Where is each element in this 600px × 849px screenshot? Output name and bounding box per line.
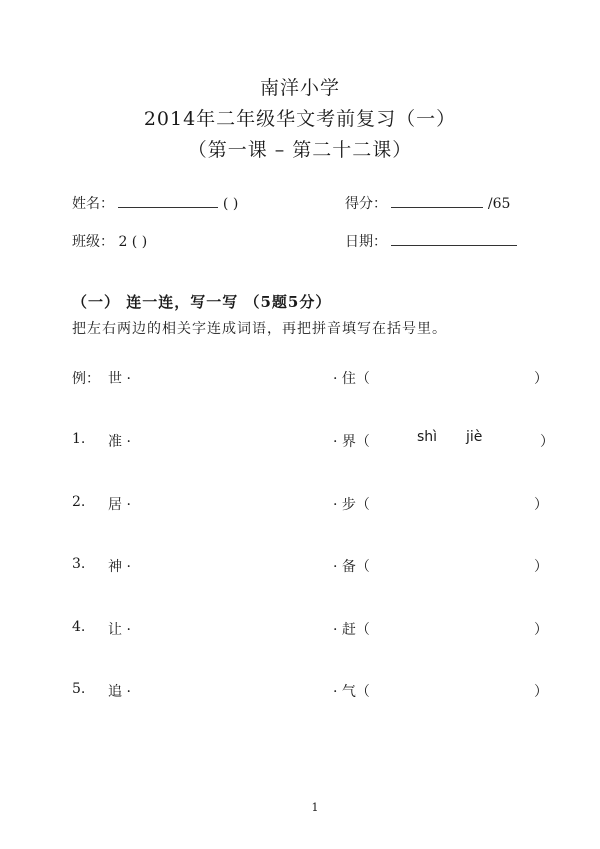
class-label: 班级： bbox=[72, 234, 114, 250]
item-right-char-2: · 步（ bbox=[333, 497, 370, 513]
section-instruction: 把左右两边的相关字连成词语，再把拼音填写在括号里。 bbox=[72, 321, 447, 337]
lesson-range: （第一课 – 第二十二课） bbox=[187, 139, 413, 161]
class-row bbox=[72, 231, 147, 251]
item-number-4: 4. bbox=[72, 619, 86, 635]
item-number-1: 1. bbox=[72, 431, 86, 447]
class-value: 2 ( ) bbox=[118, 234, 148, 250]
date-row bbox=[345, 231, 517, 251]
item-pinyin-1a[interactable]: shì bbox=[417, 429, 438, 445]
item-close-paren-5: ） bbox=[534, 684, 548, 700]
section-title: （一） 连一连，写一写 （5题5分） bbox=[72, 293, 332, 311]
item-right-char-1: · 界（ bbox=[333, 434, 370, 450]
score-total: /65 bbox=[487, 196, 511, 212]
item-pinyin-1b[interactable]: jiè bbox=[466, 429, 483, 445]
example-close-paren: ） bbox=[534, 371, 548, 387]
item-left-char-1: 准 · bbox=[108, 434, 131, 450]
item-left-char-4: 让 · bbox=[108, 622, 131, 638]
item-left-char-2: 居 · bbox=[108, 497, 131, 513]
item-number-5: 5. bbox=[72, 681, 86, 697]
name-paren: ( ) bbox=[222, 196, 239, 212]
name-row bbox=[72, 193, 238, 213]
item-right-char-3: · 备（ bbox=[333, 559, 370, 575]
name-blank[interactable] bbox=[118, 193, 218, 208]
item-number-3: 3. bbox=[72, 556, 86, 572]
score-row bbox=[345, 193, 510, 213]
exam-title: 2014年二年级华文考前复习（一） bbox=[143, 108, 457, 130]
item-number-2: 2. bbox=[72, 494, 86, 510]
item-close-paren-3: ） bbox=[534, 559, 548, 575]
item-close-paren-1: ） bbox=[540, 434, 554, 450]
item-close-paren-2: ） bbox=[534, 497, 548, 513]
item-left-char-5: 追 · bbox=[108, 684, 131, 700]
page-number: 1 bbox=[311, 801, 319, 814]
item-right-char-5: · 气（ bbox=[333, 684, 370, 700]
item-right-char-4: · 赶（ bbox=[333, 622, 370, 638]
score-blank[interactable] bbox=[391, 193, 483, 208]
item-close-paren-4: ） bbox=[534, 622, 548, 638]
example-right-char: · 住（ bbox=[333, 371, 370, 387]
example-left-char: 世 · bbox=[108, 371, 131, 387]
date-label: 日期： bbox=[345, 234, 387, 250]
item-left-char-3: 神 · bbox=[108, 559, 131, 575]
name-label: 姓名： bbox=[72, 196, 114, 212]
school-name: 南洋小学 bbox=[259, 77, 340, 99]
example-label: 例： bbox=[72, 371, 100, 387]
date-blank[interactable] bbox=[391, 231, 517, 246]
score-label: 得分： bbox=[345, 196, 387, 212]
